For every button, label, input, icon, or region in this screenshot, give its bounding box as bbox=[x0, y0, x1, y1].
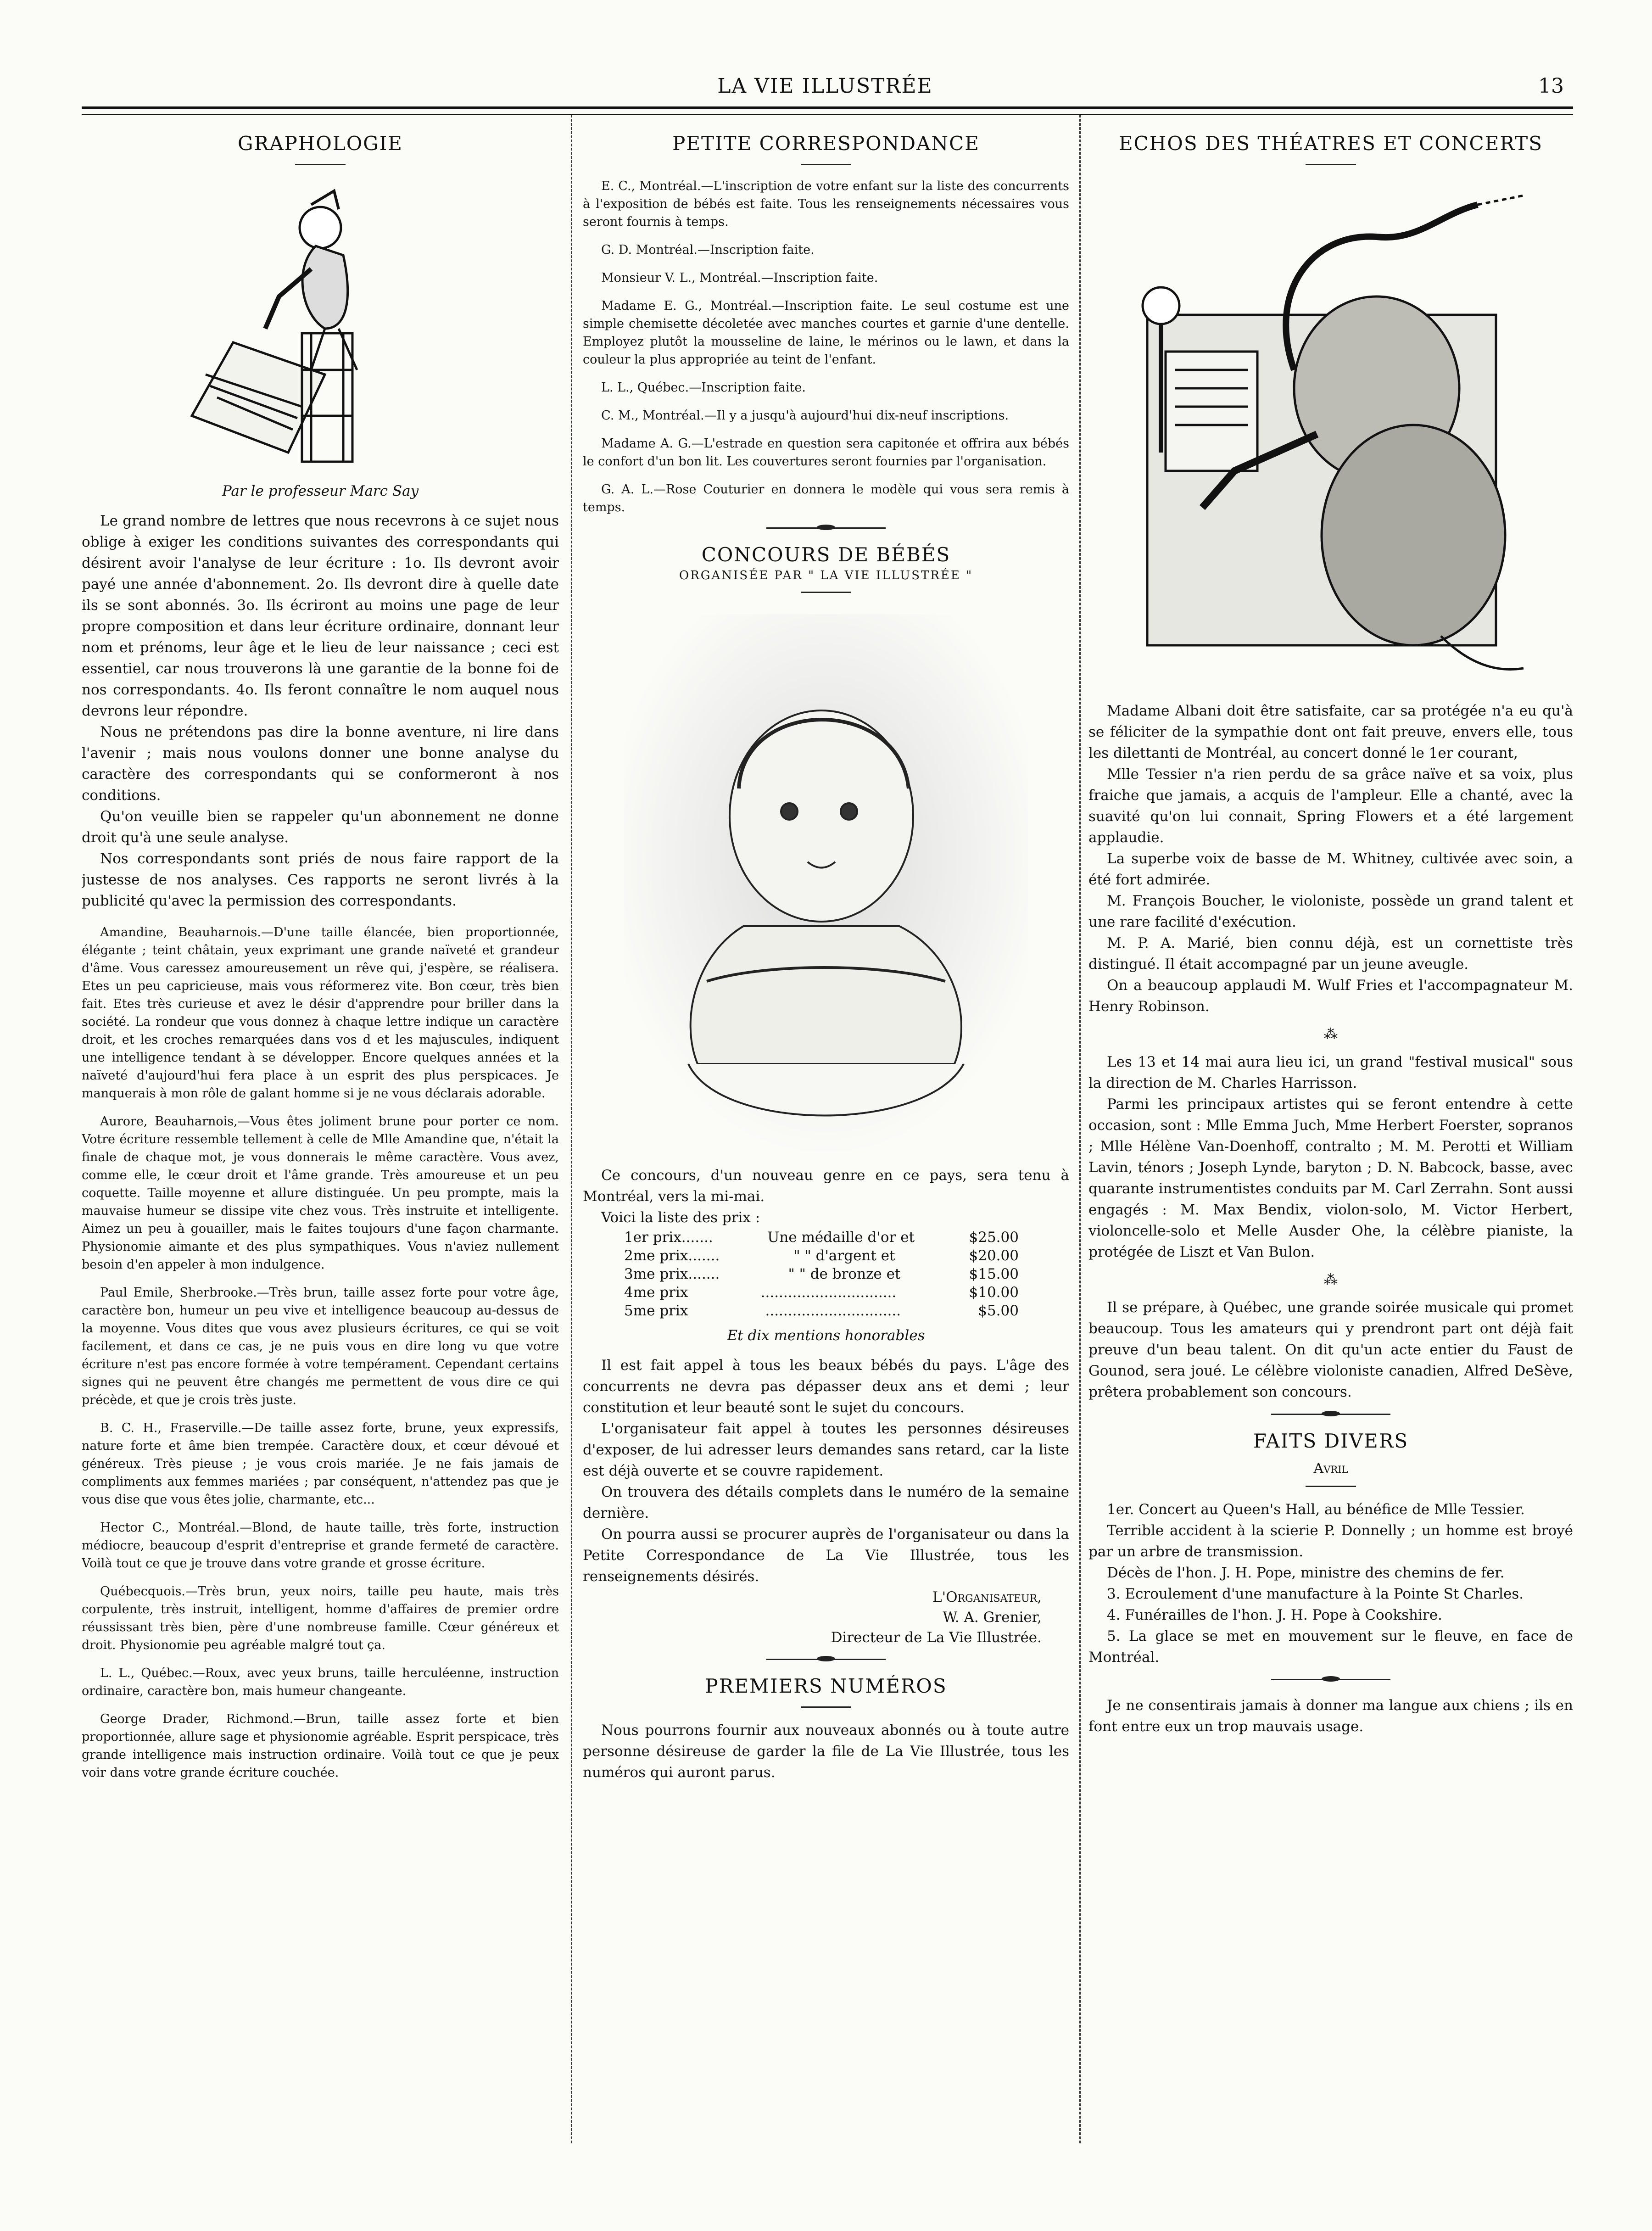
prize-row: 4me prix .............................. $10.00 bbox=[624, 1284, 1019, 1301]
page-number: 13 bbox=[1538, 74, 1564, 98]
ornament-divider bbox=[1271, 1679, 1390, 1684]
faits-item: Terrible accident à la scierie P. Donnelly ; un homme est broyé par un arbre de transmission. bbox=[1088, 1522, 1573, 1560]
column-divider bbox=[1079, 115, 1081, 2143]
prize-row: 1er prix....... Une médaille d'or et $25.00 bbox=[624, 1229, 1019, 1246]
prize-row: 3me prix....... " " de bronze et $15.00 bbox=[624, 1266, 1019, 1282]
column-echos bbox=[1088, 124, 1573, 2139]
premiers-text: Nous pourrons fournir aux nouveaux abonnés ou à toute autre personne désireuse de garder la file de La Vie Illustrée, tous les numéros qui auront parus. bbox=[583, 1722, 1069, 1781]
section-title-faits: FAITS DIVERS bbox=[1253, 1430, 1409, 1452]
concours-paragraph: L'organisateur fait appel à toutes les personnes désireuses d'exposer, de lui adresser leurs demandes sans retard, car la liste est déjà ouverte et se couvre rapidement. bbox=[583, 1420, 1069, 1479]
intro-paragraph: Le grand nombre de lettres que nous recevrons à ce sujet nous oblige à exiger les conditions suivantes des correspondants qui désirent avoir l'analyse de leur écriture : 1o. Ils devront avoir payé une année d'abonnement. 2o. Ils devront dire à quelle date ils se sont abonnés. 3o. Ils écriront au moins une page de leur propre composition et dans leur écriture ordinaire, donnant leur nom et prénoms, leur âge et le lieu de leur naissance ; ceci est essentiel, car nous trouverons là une garantie de la bonne foi de nos correspondants. 4o. Ils feront connaître le nom auquel nous devrons leur répondre. bbox=[82, 513, 559, 719]
signature-block: L'Organisateur, W. A. Grenier, Directeur de La Vie Illustrée. bbox=[831, 1589, 1042, 1646]
analysis-entry: George Drader, Richmond.—Brun, taille assez forte et bien proportionnée, allure sage et physionomie agréable. Esprit perspicace, très grande intelligence mais instruction ordinaire. Voilà tout ce que je peux voir dans votre grande écriture couchée. bbox=[82, 1712, 559, 1780]
ornament-divider bbox=[766, 1659, 886, 1664]
concours-paragraph: On trouvera des détails complets dans le numéro de la semaine dernière. bbox=[583, 1484, 1069, 1521]
correspondance-item: Monsieur V. L., Montréal.—Inscription faite. bbox=[601, 271, 878, 285]
column-divider bbox=[571, 115, 572, 2143]
intro-paragraph: Nos correspondants sont priés de nous faire rapport de la justesse de nos analyses. Ces rapports ne seront livrés à la publicité qu'avec la permission des correspondants. bbox=[82, 850, 559, 909]
echos-paragraph: M. P. A. Marié, bien connu déjà, est un cornettiste très distingué. Il était accompagné par un jeune aveugle. bbox=[1088, 935, 1573, 973]
analysis-entry: Hector C., Montréal.—Blond, de haute taille, très forte, instruction médiocre, beaucoup d'esprit d'entreprise et grande fermeté de caractère. Voilà tout ce que je trouve dans votre grande et grosse écriture. bbox=[82, 1521, 559, 1571]
elephant-pianist-illustration bbox=[1120, 177, 1542, 700]
faits-item: 3. Ecroulement d'une manufacture à la Pointe St Charles. bbox=[1107, 1586, 1524, 1602]
ornament-divider bbox=[1271, 1414, 1390, 1419]
concours-paragraph: Il est fait appel à tous les beaux bébés du pays. L'âge des concurrents ne devra pas dépasser deux ans et demi ; leur constitution et leur beauté sont le sujet du concours. bbox=[583, 1357, 1069, 1416]
page-header bbox=[82, 69, 1568, 110]
correspondance-item: Madame E. G., Montréal.—Inscription faite. Le seul costume est une simple chemisette décoletée avec manches courtes et garnie d'une dentelle. Employez plutôt la mousseline de laine, le mérinos ou le lawn, et dans la couleur la plus appropriée au teint de l'enfant. bbox=[583, 299, 1069, 367]
echos-paragraph: Mlle Tessier n'a rien perdu de sa grâce naïve et sa voix, plus fraiche que jamais, a acquis de l'ampleur. Elle a chanté, avec la suavité qu'on lui connait, Spring Flowers et a été largement applaudie. bbox=[1088, 766, 1573, 846]
analysis-entry: Aurore, Beauharnois,—Vous êtes joliment brune pour porter ce nom. Votre écriture ressemble tellement à celle de Mlle Amandine que, n'était la finale de chaque mot, je vous donnerais le même caractère. Vous avez, comme elle, le cœur droit et l'âme grande. Très amoureuse et un peu coquette. Taille moyenne et allure distinguée. Un peu prompte, mais la mauvaise humeur se dissipe vite chez vous. Très instruite et intelligente. Aimez un peu à gouailler, mais le faites toujours d'une façon charmante. Physionomie aimante et des plus sympathiques. Vous n'aviez nullement besoin d'en appeler à mon indulgence. bbox=[82, 1114, 559, 1272]
section-title-echos: ECHOS DES THÉATRES ET CONCERTS bbox=[1119, 132, 1543, 155]
graphologist-illustration bbox=[173, 177, 467, 475]
faits-item: 1er. Concert au Queen's Hall, au bénéfice de Mlle Tessier. bbox=[1107, 1501, 1525, 1518]
header-rule bbox=[82, 106, 1573, 115]
analysis-entry: Québecquois.—Très brun, yeux noirs, taille peu haute, mais très corpulente, très instruit, intelligent, homme d'affaires de premier ordre réussissant très bien, père d'une nombreuse famille. Cœur généreux et droit. Physionomie peu agréable malgré tout ça. bbox=[82, 1584, 559, 1652]
intro-paragraph: Nous ne prétendons pas dire la bonne aventure, ni lire dans l'avenir ; mais nous voulons donner une bonne analyse du caractère des correspondants qui se conformeront à nos conditions. bbox=[82, 724, 559, 804]
echos-paragraph: Parmi les principaux artistes qui se feront entendre à cette occasion, sont : Mlle Emma Juch, Mme Herbert Foerster, sopranos ; Mlle Hélène Van-Doenhoff, contralto ; M. M. Perotti et William Lavin, ténors ; Joseph Lynde, baryton ; D. N. Babcock, basse, avec quarante instrumentistes conduits par M. Carl Zerrahn. Sont aussi engagés : M. Max Bendix, violon-solo, M. Victor Herbert, violoncelle-solo et Melle Ausder Ohe, la célèbre pianiste, la protégée de Liszt et Van Bulon. bbox=[1088, 1096, 1573, 1260]
echos-paragraph: Il se prépare, à Québec, une grande soirée musicale qui promet beaucoup. Tous les amateurs qui y prendront part ont déjà fait preuve d'un beau talent. On dit qu'un acte entier du Faust de Gounod, sera joué. Le célèbre violoniste canadien, Alfred DeSève, prêtera probablement son concours. bbox=[1088, 1299, 1573, 1400]
prize-list bbox=[624, 1228, 1019, 1320]
analysis-entry: L. L., Québec.—Roux, avec yeux bruns, taille herculéenne, instruction ordinaire, caractère bon, mais humeur changeante. bbox=[82, 1666, 559, 1698]
echos-paragraph: La superbe voix de basse de M. Whitney, cultivée avec soin, a été fort admirée. bbox=[1088, 850, 1573, 888]
asterism-divider: ⁂ bbox=[1324, 1026, 1338, 1042]
column-correspondance bbox=[583, 124, 1069, 2139]
baby-illustration bbox=[606, 605, 1046, 1165]
correspondance-item: G. A. L.—Rose Couturier en donnera le modèle qui vous sera remis à temps. bbox=[583, 482, 1069, 514]
section-title-correspondance: PETITE CORRESPONDANCE bbox=[672, 132, 980, 155]
newspaper-title: LA VIE ILLUSTRÉE bbox=[717, 74, 933, 98]
concours-subtitle: ORGANISÉE PAR " LA VIE ILLUSTRÉE " bbox=[679, 569, 973, 582]
analysis-entry: Paul Emile, Sherbrooke.—Très brun, taille assez forte pour votre âge, caractère bon, humeur un peu vive et intelligence beaucoup au-dessus de la moyenne. Vous dites que vous avez plusieurs écritures, ce qui se voit facilement, et dans ce cas, je ne puis vous en dire long vu que votre écriture n'est pas encore formée à votre tempérament. Cependant certains signes qui ne peuvent être changés me permettent de vous dire ce qui précède, et que je crois très juste. bbox=[82, 1286, 559, 1407]
section-title-concours: CONCOURS DE BÉBÉS bbox=[701, 543, 951, 566]
echos-paragraph: Les 13 et 14 mai aura lieu ici, un grand "festival musical" sous la direction de M. Charles Harrisson. bbox=[1088, 1054, 1573, 1091]
concours-paragraph: On pourra aussi se procurer auprès de l'organisateur ou dans la Petite Correspondance de La Vie Illustrée, tous les renseignements désirés. bbox=[583, 1526, 1069, 1585]
concours-intro: Ce concours, d'un nouveau genre en ce pays, sera tenu à Montréal, vers la mi-mai. bbox=[583, 1167, 1069, 1205]
illustration-caption: Par le professeur Marc Say bbox=[222, 483, 419, 499]
asterism-divider: ⁂ bbox=[1324, 1272, 1338, 1288]
section-title-premiers: PREMIERS NUMÉROS bbox=[705, 1675, 947, 1697]
section-title-graphologie: GRAPHOLOGIE bbox=[238, 132, 403, 155]
echos-paragraph: On a beaucoup applaudi M. Wulf Fries et l'accompagnateur M. Henry Robinson. bbox=[1088, 977, 1573, 1015]
correspondance-item: L. L., Québec.—Inscription faite. bbox=[601, 380, 806, 395]
month-label: Avril bbox=[1313, 1460, 1348, 1476]
mentions-note: Et dix mentions honorables bbox=[727, 1327, 925, 1344]
faits-item: 5. La glace se met en mouvement sur le fleuve, en face de Montréal. bbox=[1088, 1628, 1573, 1666]
intro-paragraph: Qu'on veuille bien se rappeler qu'un abonnement ne donne droit qu'à une seule analyse. bbox=[82, 808, 559, 846]
echos-paragraph: M. François Boucher, le violoniste, possède un grand talent et une rare facilité d'exécution. bbox=[1088, 893, 1573, 930]
prize-row: 5me prix .............................. $5.00 bbox=[624, 1303, 1019, 1319]
correspondance-item: E. C., Montréal.—L'inscription de votre enfant sur la liste des concurrents à l'exposition de bébés est faite. Tous les renseignements nécessaires vous seront fournis à temps. bbox=[583, 179, 1069, 229]
prize-row: 2me prix....... " " d'argent et $20.00 bbox=[624, 1247, 1019, 1264]
column-graphologie bbox=[82, 124, 559, 2139]
correspondance-item: Madame A. G.—L'estrade en question sera capitonée et offrira aux bébés le confort d'un bon lit. Les couvertures seront fournies par l'organisation. bbox=[583, 436, 1069, 469]
ornament-divider bbox=[766, 527, 886, 532]
correspondance-item: G. D. Montréal.—Inscription faite. bbox=[601, 243, 815, 257]
echos-paragraph: Madame Albani doit être satisfaite, car sa protégée n'a eu qu'à se féliciter de la sympathie dont ont fait preuve, envers elle, tous les dilettanti de Montréal, au concert donné le 1er courant, bbox=[1088, 703, 1573, 761]
analysis-entry: B. C. H., Fraserville.—De taille assez forte, brune, yeux expressifs, nature forte et âme bien trempée. Caractère doux, et cœur dévoué et généreux. Très pieuse ; je vous crois mariée. Je ne fais jamais de compliments aux femmes mariées ; par conséquent, n'attendez pas que je vous dise que vous êtes jolie, charmante, etc... bbox=[82, 1421, 559, 1507]
prize-list-title: Voici la liste des prix : bbox=[601, 1209, 760, 1226]
faits-item: Décès de l'hon. J. H. Pope, ministre des chemins de fer. bbox=[1107, 1565, 1505, 1581]
correspondance-item: C. M., Montréal.—Il y a jusqu'à aujourd'hui dix-neuf inscriptions. bbox=[601, 408, 1009, 423]
faits-item: 4. Funérailles de l'hon. J. H. Pope à Cookshire. bbox=[1107, 1607, 1442, 1623]
closing-quip: Je ne consentirais jamais à donner ma langue aux chiens ; ils en font entre eux un trop mauvais usage. bbox=[1088, 1697, 1573, 1735]
analysis-entry: Amandine, Beauharnois.—D'une taille élancée, bien proportionnée, élégante ; teint châtain, yeux exprimant une grande naïveté et grandeur d'âme. Vous caressez amoureusement un rêve qui, j'espère, se réalisera. Etes un peu capricieuse, mais vous réformerez vite. Bon cœur, très bien fait. Etes très curieuse et avez le désir d'apprendre pour briller dans la société. La rondeur que vous donnez à chaque lettre indique un caractère droit, et les croches remarquées dans vos d et les majuscules, indiquent une intelligence tendant à se développer. Encore quelques années et la naïveté d'aujourd'hui fera place à un esprit des plus perspicaces. Je manquerais à mon rôle de galant homme si je ne vous déclarais adorable. bbox=[82, 925, 559, 1101]
